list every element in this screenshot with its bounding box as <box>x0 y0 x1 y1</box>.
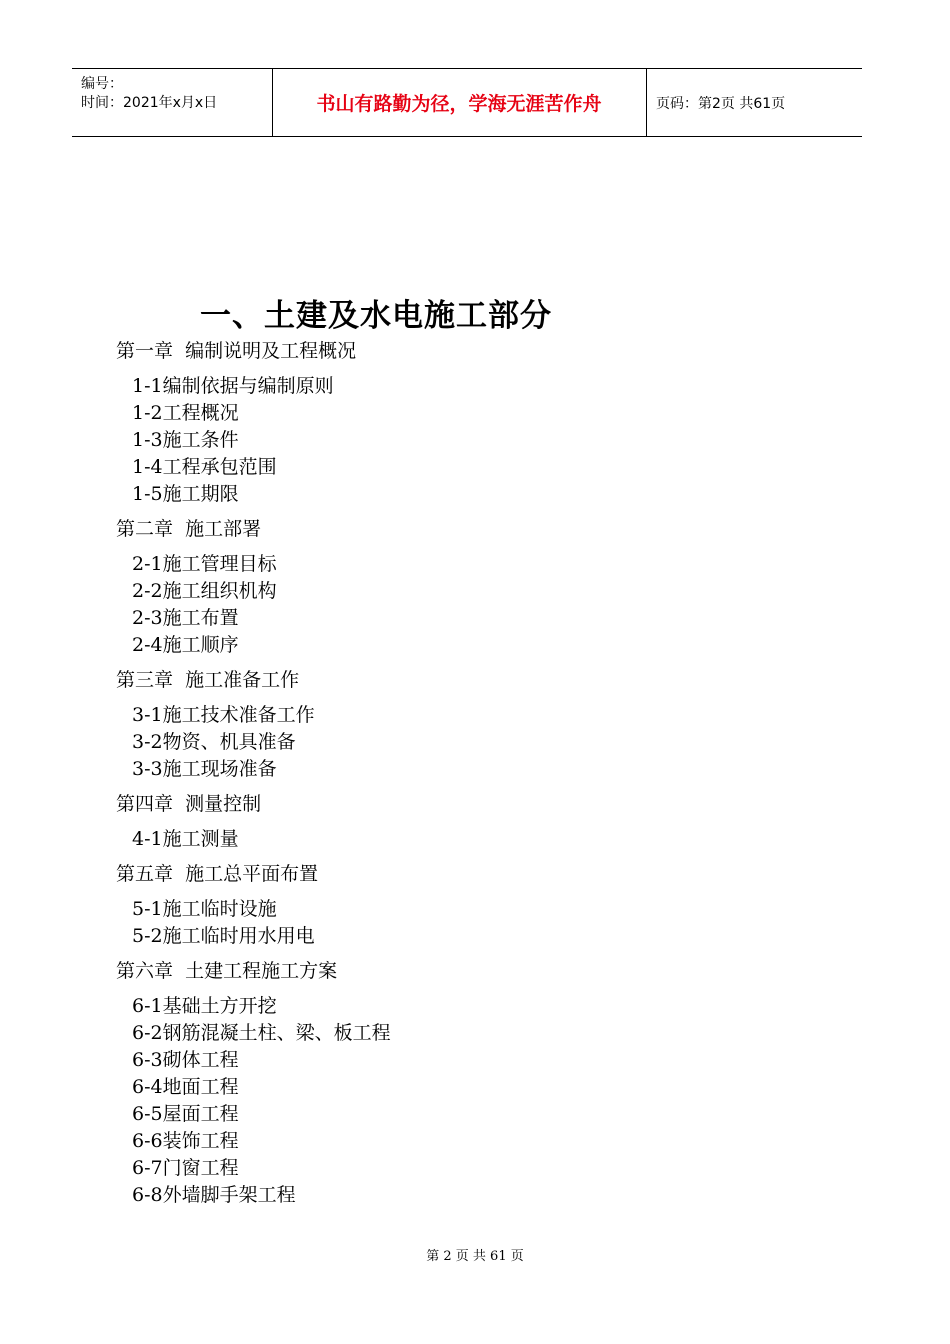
section-item: 2-4施工顺序 <box>132 634 239 656</box>
document-number-label: 编号： <box>81 76 123 92</box>
section-item: 6-7门窗工程 <box>132 1157 239 1179</box>
page-footer: 第 2 页 共 61 页 <box>426 1249 524 1264</box>
section-item: 6-1基础土方开挖 <box>132 995 277 1017</box>
section-item: 1-1编制依据与编制原则 <box>132 375 334 397</box>
section-list <box>116 373 816 508</box>
header-page-info: 页码：第2页 共61页 <box>656 95 786 112</box>
page-header <box>72 68 862 137</box>
chapter-heading: 第三章 施工准备工作 <box>116 669 300 691</box>
section-item: 5-1施工临时设施 <box>132 898 277 920</box>
section-list <box>116 896 816 950</box>
section-item: 2-2施工组织机构 <box>132 580 277 602</box>
section-item: 4-1施工测量 <box>132 828 239 850</box>
section-item: 3-2物资、机具准备 <box>132 731 296 753</box>
section-item: 6-8外墙脚手架工程 <box>132 1184 296 1206</box>
section-item: 6-6装饰工程 <box>132 1130 239 1152</box>
section-item: 3-1施工技术准备工作 <box>132 704 315 726</box>
section-item: 1-5施工期限 <box>132 483 239 505</box>
section-item: 3-3施工现场准备 <box>132 758 277 780</box>
table-of-contents <box>116 338 816 1209</box>
chapter-heading: 第一章 编制说明及工程概况 <box>116 340 357 362</box>
section-item: 6-5屋面工程 <box>132 1103 239 1125</box>
section-list <box>116 993 816 1209</box>
chapter-heading: 第五章 施工总平面布置 <box>116 863 319 885</box>
section-item: 1-2工程概况 <box>132 402 239 424</box>
section-item: 2-1施工管理目标 <box>132 553 277 575</box>
section-item: 6-2钢筋混凝土柱、梁、板工程 <box>132 1022 391 1044</box>
section-item: 2-3施工布置 <box>132 607 239 629</box>
section-item: 6-4地面工程 <box>132 1076 239 1098</box>
section-list <box>116 826 816 853</box>
header-meta-cell <box>72 69 273 136</box>
document-date: 时间：2021年x月x日 <box>81 95 218 111</box>
section-title: 一、土建及水电施工部分 <box>200 298 552 334</box>
section-item: 1-4工程承包范围 <box>132 456 277 478</box>
section-item: 6-3砌体工程 <box>132 1049 239 1071</box>
section-item: 1-3施工条件 <box>132 429 239 451</box>
section-list <box>116 702 816 783</box>
chapter-heading: 第六章 土建工程施工方案 <box>116 960 338 982</box>
section-list <box>116 551 816 659</box>
section-item: 5-2施工临时用水用电 <box>132 925 315 947</box>
chapter-heading: 第二章 施工部署 <box>116 518 262 540</box>
header-motto: 书山有路勤为径，学海无涯苦作舟 <box>272 69 647 136</box>
chapter-heading: 第四章 测量控制 <box>116 793 262 815</box>
